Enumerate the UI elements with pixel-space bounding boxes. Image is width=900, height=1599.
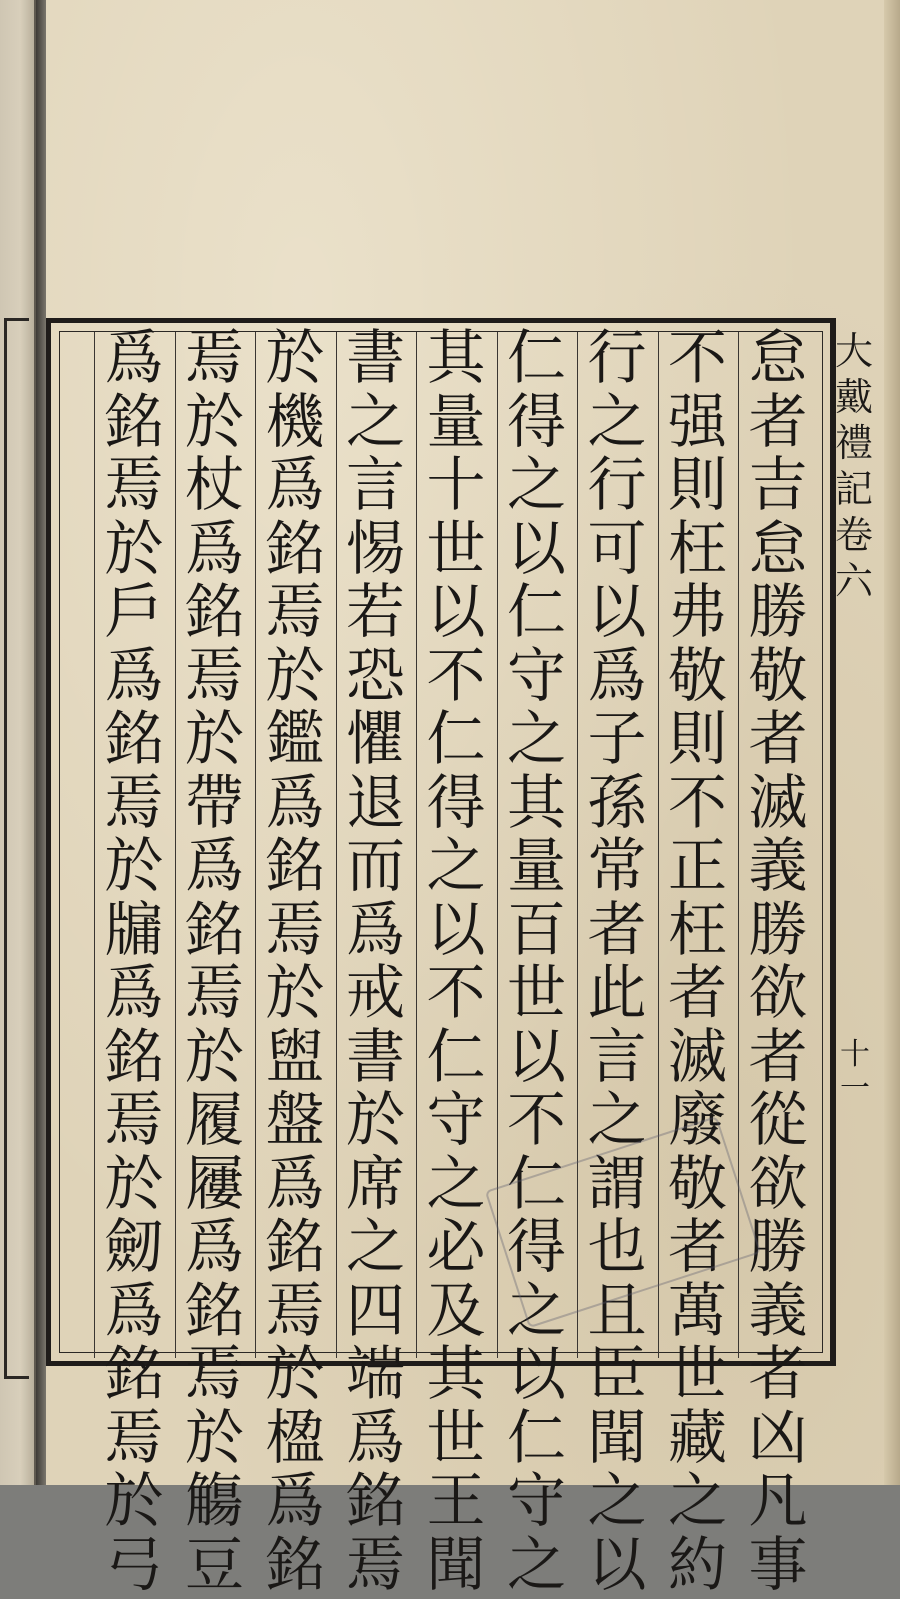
text-character: 必 [426,1212,486,1281]
text-character: 者 [667,958,727,1027]
text-character: 爲 [265,767,325,837]
text-character: 臣 [587,1339,647,1408]
banxin-title-char: 六 [834,559,873,603]
text-character: 弓 [104,1529,164,1599]
text-character: 怠 [748,513,808,583]
text-character: 則 [667,450,727,519]
text-character: 於 [265,640,325,710]
text-character: 於 [265,1339,325,1408]
text-column [338,323,414,1599]
column-rule [175,332,176,1358]
text-character: 焉 [104,1402,164,1472]
text-character: 此 [587,958,647,1027]
text-character: 於 [184,704,244,773]
binding-gutter [36,0,46,1485]
text-character: 之 [587,1466,647,1535]
text-character: 焉 [104,450,164,519]
text-character: 者 [667,1212,727,1281]
text-character: 世 [667,1339,727,1408]
text-character: 約 [667,1529,727,1599]
text-character: 焉 [345,1529,405,1599]
book-page [46,0,900,1599]
banxin-title-char: 禮 [834,421,873,465]
text-character: 聞 [587,1402,647,1472]
text-character: 以 [587,577,647,646]
text-column [257,323,333,1599]
text-character: 銘 [184,894,244,964]
text-character: 銘 [265,513,325,583]
text-character: 恐 [345,640,405,710]
text-character: 萬 [667,1275,727,1345]
page-fore-edge [884,0,900,1485]
text-character: 及 [426,1275,486,1345]
text-character: 者 [748,1339,808,1408]
text-character: 世 [506,958,566,1027]
text-character: 杖 [184,450,244,519]
text-character: 言 [587,1021,647,1091]
text-character: 焉 [184,1339,244,1408]
text-character: 爲 [265,450,325,519]
text-character: 其 [426,323,486,392]
text-character: 之 [667,1466,727,1535]
text-character: 惕 [345,513,405,583]
text-character: 屨 [184,1148,244,1218]
text-character: 銘 [265,1212,325,1281]
text-character: 鑑 [265,704,325,773]
text-character: 欲 [748,1148,808,1218]
text-character: 王 [426,1466,486,1535]
text-character: 百 [506,894,566,964]
adjacent-page-edge [0,0,36,1485]
text-character: 於 [345,1085,405,1154]
column-rule [94,332,95,1358]
text-character: 銘 [345,1466,405,1535]
text-character: 常 [587,831,647,900]
text-character: 楹 [265,1402,325,1472]
text-character: 於 [184,386,244,456]
text-character: 端 [345,1339,405,1408]
text-column [96,323,172,1599]
text-character: 不 [667,767,727,837]
text-character: 盤 [265,1085,325,1154]
text-character: 之 [587,1085,647,1154]
text-character: 守 [426,1085,486,1154]
text-character: 不 [667,323,727,392]
column-rule [336,332,337,1358]
text-character: 得 [506,386,566,456]
text-character: 不 [506,1085,566,1154]
text-character: 盥 [265,1021,325,1091]
text-character: 爲 [104,958,164,1027]
text-character: 不 [426,958,486,1027]
text-character: 焉 [265,1275,325,1345]
text-column [177,323,253,1599]
text-character: 爲 [104,640,164,710]
text-character: 以 [587,1529,647,1599]
banxin-title-char: 記 [834,467,873,511]
text-character: 之 [426,831,486,900]
text-character: 銘 [104,386,164,456]
text-character: 劒 [104,1212,164,1281]
text-character: 之 [426,1148,486,1218]
text-character: 而 [345,831,405,900]
text-character: 爲 [104,1275,164,1345]
text-character: 以 [426,577,486,646]
text-character: 敬 [748,640,808,710]
text-character: 仁 [506,577,566,646]
text-character: 凡 [748,1466,808,1535]
text-character: 且 [587,1275,647,1345]
text-column [740,323,816,1599]
text-character: 焉 [184,958,244,1027]
text-character: 以 [506,1021,566,1091]
text-character: 世 [426,513,486,583]
text-character: 觴 [184,1466,244,1535]
text-character: 從 [748,1085,808,1154]
text-character: 爲 [104,323,164,392]
text-character: 正 [667,831,727,900]
text-character: 仁 [506,1402,566,1472]
text-character: 爲 [184,513,244,583]
text-character: 其 [506,767,566,837]
text-character: 之 [506,1275,566,1345]
text-character: 則 [667,704,727,773]
text-character: 戶 [104,577,164,646]
text-character: 爲 [184,831,244,900]
text-character: 焉 [104,767,164,837]
text-character: 孫 [587,767,647,837]
folio-number: 十一 [840,1037,870,1106]
text-character: 怠 [748,323,808,392]
text-character: 以 [506,1339,566,1408]
stamp-lettering [516,1208,579,1272]
text-character: 銘 [265,831,325,900]
text-character: 於 [104,831,164,900]
banxin-title-char: 卷 [834,513,873,557]
column-rule [416,332,417,1358]
text-character: 戒 [345,958,405,1027]
text-character: 之 [506,1529,566,1599]
text-character: 也 [587,1212,647,1281]
text-character: 世 [426,1402,486,1472]
text-character: 弗 [667,577,727,646]
text-character: 量 [506,831,566,900]
text-character: 敬 [667,1148,727,1218]
text-character: 者 [748,704,808,773]
banxin-title-char: 大 [834,329,873,373]
text-character: 機 [265,386,325,456]
text-character: 之 [506,450,566,519]
text-character: 謂 [587,1148,647,1218]
text-character: 欲 [748,958,808,1027]
text-character: 退 [345,767,405,837]
text-character: 廢 [667,1085,727,1154]
text-character: 其 [426,1339,486,1408]
text-column [418,323,494,1599]
text-character: 焉 [104,1085,164,1154]
text-character: 牖 [104,894,164,964]
text-character: 者 [587,894,647,964]
text-character: 於 [184,1021,244,1091]
center-column-banxin [824,318,884,1366]
text-character: 焉 [184,323,244,392]
text-character: 得 [426,767,486,837]
text-character: 仁 [426,704,486,773]
text-character: 吉 [748,450,808,519]
text-character: 席 [345,1148,405,1218]
text-character: 銘 [265,1529,325,1599]
text-character: 之 [587,386,647,456]
text-character: 之 [345,386,405,456]
column-rule [255,332,256,1358]
text-character: 爲 [265,1148,325,1218]
text-character: 銘 [104,1339,164,1408]
text-character: 得 [506,1212,566,1281]
text-character: 可 [587,513,647,583]
text-character: 之 [345,1212,405,1281]
text-character: 四 [345,1275,405,1345]
text-character: 書 [345,323,405,392]
text-character: 勝 [748,577,808,646]
text-character: 爲 [345,894,405,964]
text-character: 爲 [587,640,647,710]
text-character: 義 [748,1275,808,1345]
text-character: 事 [748,1529,808,1599]
text-character: 滅 [748,767,808,837]
text-character: 行 [587,450,647,519]
text-character: 焉 [265,577,325,646]
text-character: 枉 [667,894,727,964]
text-character: 守 [506,640,566,710]
text-character: 枉 [667,513,727,583]
text-character: 凶 [748,1402,808,1472]
text-character: 於 [104,513,164,583]
text-character: 銘 [184,1275,244,1345]
text-character: 滅 [667,1021,727,1091]
text-character: 銘 [104,704,164,773]
text-character: 義 [748,831,808,900]
text-character: 仁 [506,323,566,392]
text-character: 强 [667,386,727,456]
text-character: 量 [426,386,486,456]
text-character: 焉 [184,640,244,710]
text-character: 於 [104,1466,164,1535]
text-character: 敬 [667,640,727,710]
text-character: 於 [184,1402,244,1472]
text-character: 子 [587,704,647,773]
text-character: 履 [184,1085,244,1154]
text-character: 銘 [104,1021,164,1091]
adjacent-page-frame [4,318,29,1379]
text-character: 焉 [265,894,325,964]
text-character: 仁 [506,1148,566,1218]
text-character: 之 [506,704,566,773]
text-character: 藏 [667,1402,727,1472]
banxin-title-char: 戴 [834,375,873,419]
text-character: 以 [426,894,486,964]
text-character: 行 [587,323,647,392]
text-character: 於 [104,1148,164,1218]
text-character: 爲 [265,1466,325,1535]
text-character: 聞 [426,1529,486,1599]
text-character: 十 [426,450,486,519]
text-character: 以 [506,513,566,583]
text-character: 懼 [345,704,405,773]
text-character: 若 [345,577,405,646]
banxin-title [834,328,874,604]
text-character: 於 [265,958,325,1027]
text-character: 銘 [184,577,244,646]
text-character: 爲 [184,1212,244,1281]
text-character: 勝 [748,894,808,964]
text-character: 不 [426,640,486,710]
text-character: 爲 [345,1402,405,1472]
text-character: 仁 [426,1021,486,1091]
text-character: 帶 [184,767,244,837]
text-character: 者 [748,386,808,456]
text-character: 守 [506,1466,566,1535]
text-character: 豆 [184,1529,244,1599]
text-character: 言 [345,450,405,519]
text-character: 書 [345,1021,405,1091]
text-character: 者 [748,1021,808,1091]
text-character: 於 [265,323,325,392]
text-character: 勝 [748,1212,808,1281]
